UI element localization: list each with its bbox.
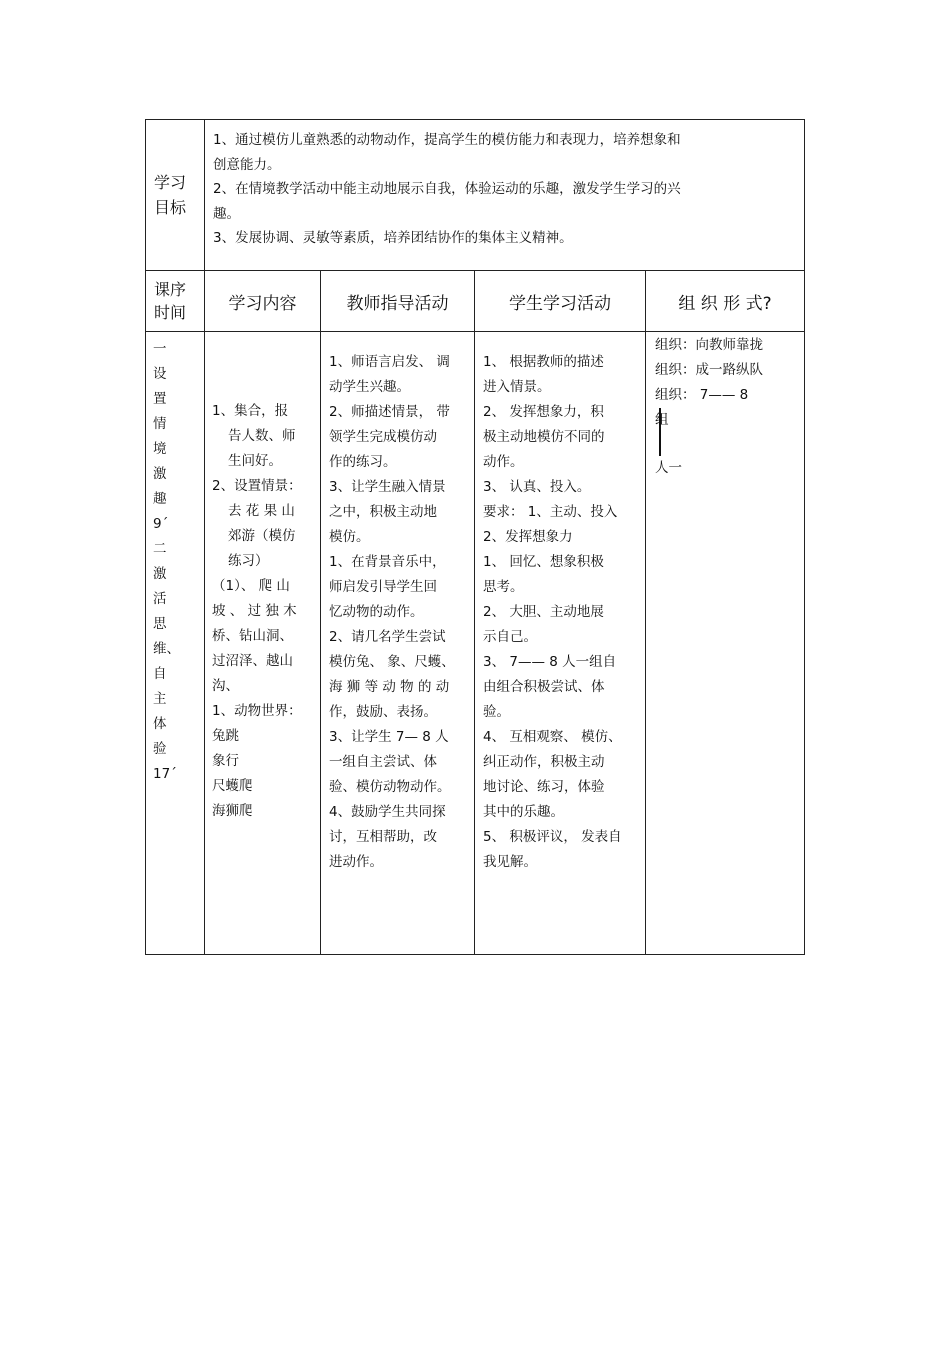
content-line: 兔跳 — [212, 728, 239, 744]
content-line: 沟、 — [212, 678, 239, 694]
time-char: 设 — [153, 366, 167, 382]
objectives-label-line1: 学习 — [154, 173, 187, 192]
student-line: 示自己。 — [483, 629, 537, 645]
time-char: 维、 — [153, 641, 180, 657]
student-line: 进入情景。 — [483, 379, 551, 395]
teacher-line: 2、请几名学生尝试 — [329, 629, 446, 645]
teacher-line: 3、让学生 7— 8 人 — [329, 729, 449, 745]
header-time-line1: 课序 — [154, 280, 187, 299]
student-line: 1、 回忆、想象积极 — [483, 554, 604, 570]
organization-line-group — [655, 383, 800, 476]
teacher-line: 模仿兔、 象、尺蠖、 — [329, 654, 455, 670]
time-char: 二 — [153, 541, 167, 557]
time-char: 17ˊ — [153, 766, 177, 782]
time-char: 置 — [153, 391, 167, 407]
student-line: 2、 大胆、主动地展 — [483, 604, 604, 620]
content-line: 练习） — [228, 553, 269, 569]
objectives-text — [205, 120, 805, 271]
content-line: 1、集合，报 — [212, 403, 289, 419]
teacher-column — [321, 332, 475, 955]
time-char: 验 — [153, 741, 167, 757]
student-line: 5、 积极评议， 发表自 — [483, 829, 622, 845]
time-char: 激 — [153, 466, 167, 482]
organization-line: 组 — [655, 412, 669, 428]
content-line: 1、动物世界： — [212, 703, 302, 719]
header-row — [146, 271, 805, 332]
content-line: 去 花 果 山 — [228, 503, 295, 519]
body-row — [146, 332, 805, 955]
time-char: 激 — [153, 566, 167, 582]
student-line: 1、 根据教师的描述 — [483, 354, 604, 370]
content-line: 象行 — [212, 753, 239, 769]
objectives-label — [146, 120, 205, 271]
organization-line: 组织：向教师靠拢 — [655, 337, 763, 353]
content-column — [205, 332, 321, 955]
time-char: 思 — [153, 616, 167, 632]
teacher-line: 1、师语言启发、 调 — [329, 354, 450, 370]
teacher-line: 一组自主尝试、体 — [329, 754, 437, 770]
teacher-line: 3、让学生融入情景 — [329, 479, 446, 495]
student-line: 验。 — [483, 704, 510, 720]
time-char: 自 — [153, 666, 167, 682]
student-line: 思考。 — [483, 579, 524, 595]
header-time-line2: 时间 — [154, 303, 187, 322]
student-line: 我见解。 — [483, 854, 537, 870]
header-time — [146, 271, 205, 332]
time-char: 趣 — [153, 491, 167, 507]
organization-line: 组织： 7—— 8 — [655, 387, 749, 403]
content-line: 尺蠖爬 — [212, 778, 253, 794]
time-char: 一 — [153, 341, 167, 357]
time-column — [146, 332, 205, 955]
teacher-line: 4、鼓励学生共同探 — [329, 804, 446, 820]
student-line: 地讨论、练习，体验 — [483, 779, 605, 795]
content-line: 生问好。 — [228, 453, 282, 469]
header-organization: 组 织 形 式? — [646, 271, 805, 332]
teacher-line: 海 狮 等 动 物 的 动 — [329, 679, 450, 695]
organization-column — [646, 332, 805, 955]
student-line: 其中的乐趣。 — [483, 804, 564, 820]
time-char: 活 — [153, 591, 167, 607]
objective-line: 3、发展协调、灵敏等素质，培养团结协作的集体主义精神。 — [213, 230, 573, 246]
objectives-label-line2: 目标 — [154, 198, 187, 217]
student-line: 2、发挥想象力 — [483, 529, 573, 545]
teacher-line: 作，鼓励、表扬。 — [329, 704, 437, 720]
time-char: 情 — [153, 416, 167, 432]
student-line: 极主动地模仿不同的 — [483, 429, 605, 445]
student-line: 纠正动作，积极主动 — [483, 754, 605, 770]
content-line: 海狮爬 — [212, 803, 253, 819]
objective-line: 趣。 — [213, 205, 240, 222]
time-char: 主 — [153, 691, 167, 707]
student-line: 动作。 — [483, 454, 524, 470]
teacher-line: 之中，积极主动地 — [329, 504, 437, 520]
time-char: 境 — [153, 441, 167, 457]
teacher-line: 忆动物的动作。 — [329, 604, 424, 620]
header-student: 学生学习活动 — [475, 271, 646, 332]
time-char: 9ˊ — [153, 516, 169, 532]
content-line: 告人数、师 — [228, 428, 296, 444]
student-line: 3、 7—— 8 人一组自 — [483, 654, 617, 670]
content-line: 郊游（模仿 — [228, 528, 296, 544]
teacher-line: 师启发引导学生回 — [329, 579, 437, 595]
teacher-line: 作的练习。 — [329, 454, 397, 470]
time-char: 体 — [153, 716, 167, 732]
content-line: 过沼泽、越山 — [212, 653, 293, 669]
student-line: 2、 发挥想象力，积 — [483, 404, 604, 420]
student-line: 3、 认真、投入。 — [483, 479, 591, 495]
header-content: 学习内容 — [205, 271, 321, 332]
teacher-line: 2、师描述情景， 带 — [329, 404, 450, 420]
teacher-line: 模仿。 — [329, 529, 370, 545]
content-line: 坡 、 过 独 木 — [212, 603, 297, 619]
organization-line: 人一 — [655, 460, 682, 476]
student-line: 要求： 1、主动、投入 — [483, 504, 618, 520]
student-line: 4、 互相观察、 模仿、 — [483, 729, 622, 745]
header-teacher: 教师指导活动 — [321, 271, 475, 332]
objective-line: 2、在情境教学活动中能主动地展示自我，体验运动的乐趣，激发学生学习的兴 — [213, 181, 681, 197]
teacher-line: 领学生完成模仿动 — [329, 429, 437, 445]
teacher-line: 1、在背景音乐中， — [329, 554, 446, 570]
teacher-line: 验、模仿动物动作。 — [329, 779, 451, 795]
organization-line: 组织：成一路纵队 — [655, 362, 763, 378]
teacher-line: 动学生兴趣。 — [329, 379, 410, 395]
student-line: 由组合积极尝试、体 — [483, 679, 605, 695]
lesson-plan-table — [145, 119, 805, 955]
teacher-line: 进动作。 — [329, 854, 383, 870]
objectives-row — [146, 120, 805, 271]
content-line: 2、设置情景： — [212, 478, 302, 494]
content-line: 桥、钻山洞、 — [212, 628, 293, 644]
student-column — [475, 332, 646, 955]
objective-line: 创意能力。 — [213, 156, 281, 173]
content-line: （1）、 爬 山 — [212, 578, 290, 594]
objective-line: 1、通过模仿儿童熟悉的动物动作，提高学生的模仿能力和表现力，培养想象和 — [213, 132, 681, 148]
teacher-line: 讨，互相帮助，改 — [329, 829, 437, 845]
